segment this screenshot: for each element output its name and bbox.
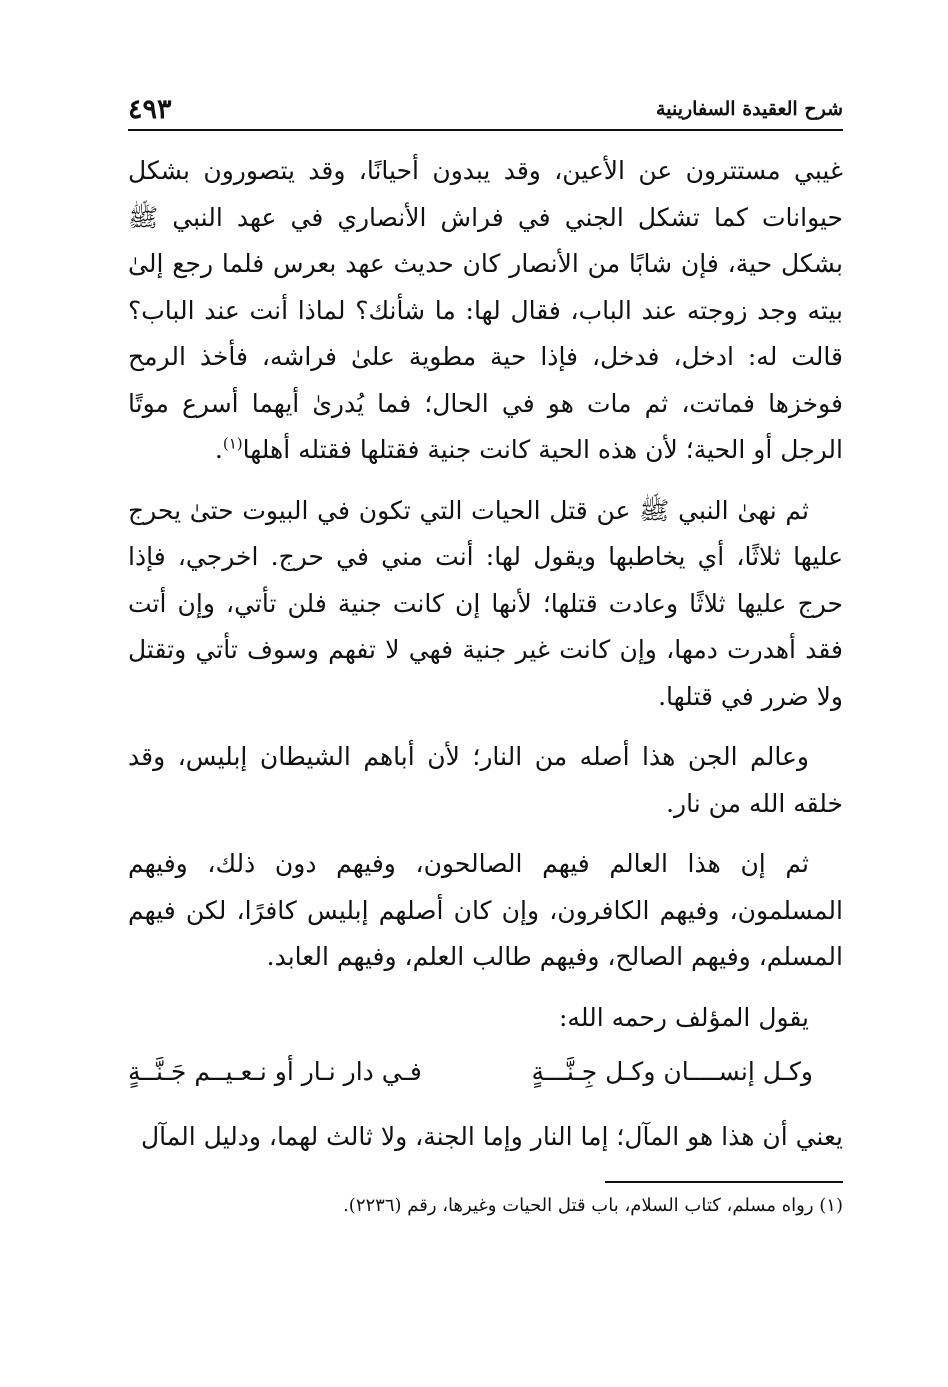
poem-verse: [128, 1049, 843, 1096]
footnote-rule: [605, 1181, 843, 1183]
closing-paragraph: يعني أن هذا هو المآل؛ إما النار وإما الجنة، ولا ثالث لهما، ودليل المآل: [140, 1121, 843, 1151]
paragraph-2: ثم نهىٰ النبي ﷺ عن قتل الحيات التي تكون في البيوت حتىٰ يحرج عليها ثلاثًا، أي يخاطبها ويقول لها: أنت مني في حرج. اخرجي، فإذا حرج عليها ثلاثًا وعادت قتلها؛ لأنها إن كانت جنية فلن تأتي، وإن أتت فقد أهدرت دمها، وإن كانت غير جنية فهي لا تفهم وسوف تأتي وتقتل ولا ضرر في قتلها.: [128, 495, 843, 711]
paragraph-1: [128, 148, 843, 474]
paragraph-1-end: .: [214, 435, 223, 464]
paragraph-1-text: غيبي مستترون عن الأعين، وقد يبدون أحيانًا، وقد يتصورون بشكل حيوانات كما تشكل الجني في فراش الأنصاري في عهد النبي ﷺ بشكل حية، فإن شابًا من الأنصار كان حديث عهد بعرس فلما رجع إلىٰ بيته وجد زوجته عند الباب، فقال لها: ما شأنك؟ لماذا أنت عند الباب؟ قالت له: ادخل، فدخل، فإذا حية مطوية علىٰ فراشه، فأخذ الرمح فوخزها فماتت، ثم مات هو في الحال؛ فما يُدرىٰ أيهما أسرع موتًا الرجل أو الحية؛ لأن هذه الحية كانت جنية فقتلها فقتله أهلها: [128, 156, 843, 464]
paragraph-4: ثم إن هذا العالم فيهم الصالحون، وفيهم دون ذلك، وفيهم المسلمون، وفيهم الكافرون، وإن كان أصلهم إبليس كافرًا، لكن فيهم المسلم، وفيهم الصالح، وفيهم طالب العلم، وفيهم العابد.: [128, 849, 843, 971]
page-header: [128, 92, 843, 126]
paragraph-3: وعالم الجن هذا أصله من النار؛ لأن أباهم الشيطان إبليس، وقد خلقه الله من نار.: [128, 742, 843, 818]
running-title: شرح العقيدة السفارينية: [656, 98, 843, 120]
verse-second-hemistich: فـي دار نـار أو نـعـيــم جَـنَّــةٍ: [128, 1057, 422, 1086]
header-rule: [128, 129, 843, 131]
verse-first-hemistich: وكـل إنســــان وكـل جِـنَّـــةٍ: [531, 1057, 813, 1086]
footnote-reference: (١): [222, 434, 243, 453]
body-text: [128, 148, 843, 1174]
page-number: ٤٩٣: [128, 93, 172, 125]
footnote: (١) رواه مسلم، كتاب السلام، باب قتل الحيات وغيرها، رقم (٢٢٣٦).: [343, 1195, 843, 1216]
paragraph-5: يقول المؤلف رحمه الله:: [559, 1002, 809, 1032]
